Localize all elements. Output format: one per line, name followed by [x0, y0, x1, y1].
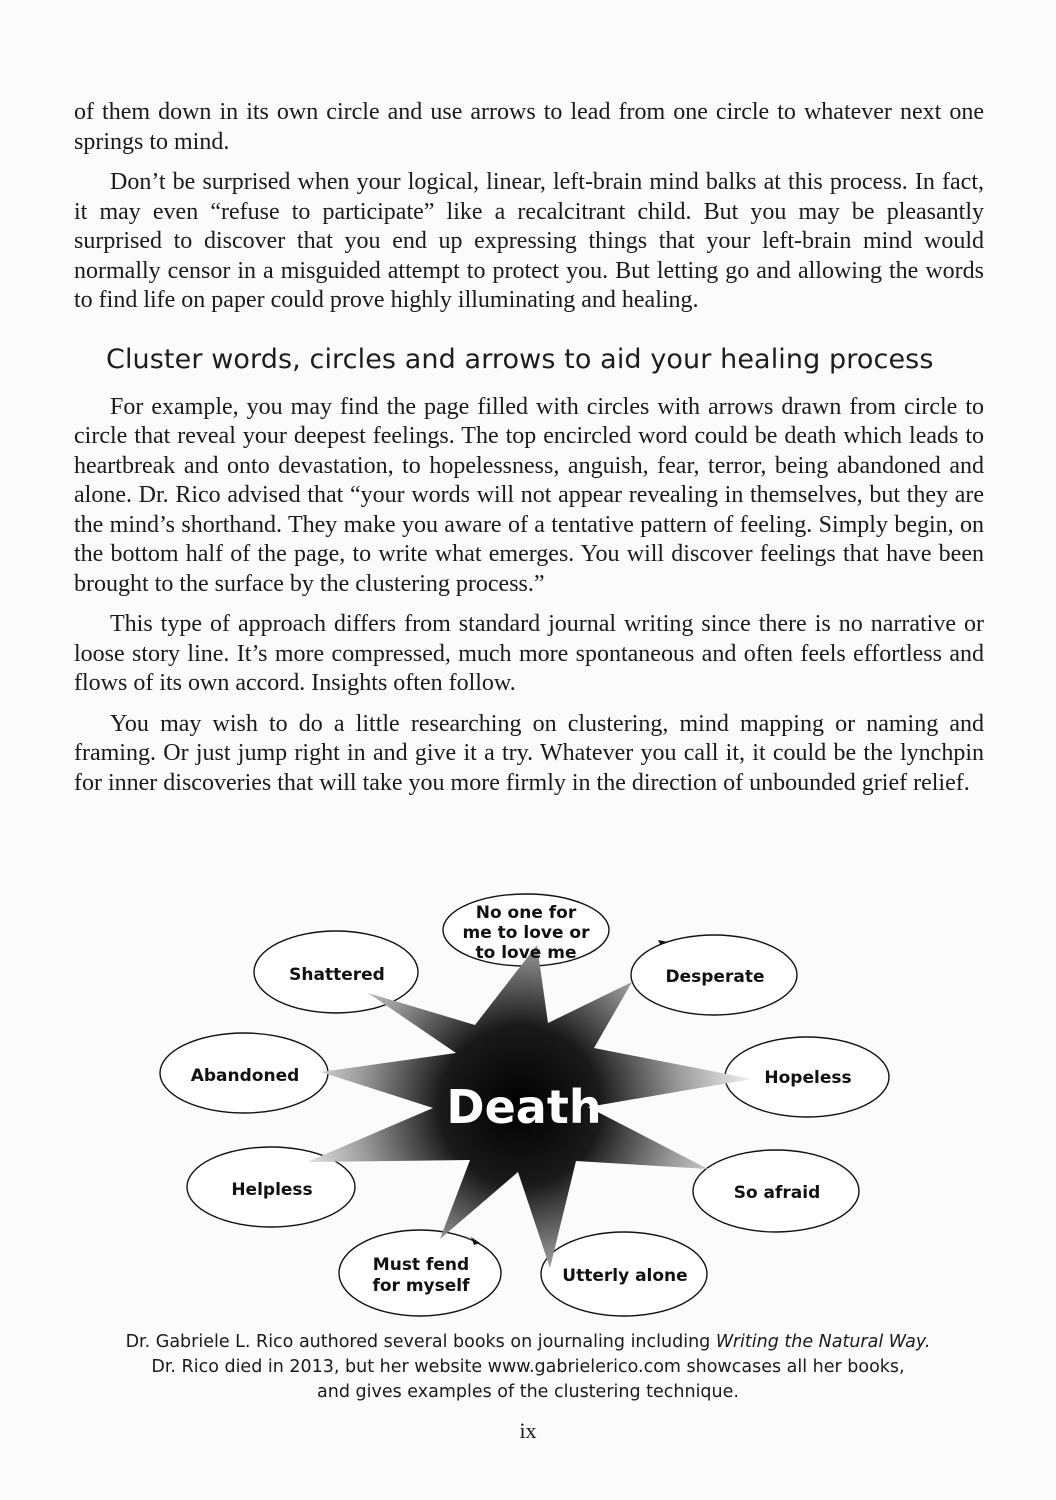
page-number: ix — [519, 1418, 537, 1443]
caption-line-2: Dr. Rico died in 2013, but her website www.gabrielerico.com showcases all her books, — [151, 1357, 905, 1377]
caption-line-1-text: Dr. Gabriele L. Rico authored several books on journaling including — [125, 1332, 716, 1352]
node-so-afraid-label: So afraid — [733, 1183, 821, 1203]
figure-caption — [0, 1330, 1056, 1405]
node-helpless-label: Helpless — [231, 1180, 313, 1200]
node-shattered-label: Shattered — [289, 965, 385, 985]
caption-book-title: Writing the Natural Way. — [715, 1332, 931, 1352]
paragraph-left-brain: Don’t be surprised when your logical, linear, left-brain mind balks at this process. In fact, it may even “refuse to participate” like a recalcitrant child. But you may be pleasantly surprised to discover that you end up expressing things that your left-brain mind would normally censor in a misguided attempt to protect you. But letting go and allowing the words to find life on paper could prove highly illuminating and healing. — [74, 169, 984, 313]
caption-line-3: and gives examples of the clustering technique. — [317, 1382, 739, 1402]
paragraph-approach: This type of approach differs from standard journal writing since there is no narrative or loose story line. It’s more compressed, much more spontaneous and often feels effortless and flows of its own accord. Insights often follow. — [74, 611, 984, 696]
node-hopeless-label: Hopeless — [764, 1068, 852, 1088]
node-top-line3: to love me — [475, 943, 577, 963]
node-top-line2: me to love or — [462, 923, 590, 943]
paragraph-example: For example, you may find the page filled with circles with arrows drawn from circle to circle that reveal your deepest feelings. The top encircled word could be death which leads to heartbreak and onto devastation, to hopelessness, anguish, fear, terror, being abandoned and alone. Dr. Rico advised that “your words will not appear revealing in themselves, but they are the mind’s shorthand. They make you aware of a tentative pattern of feeling. Simply begin, on the bottom half of the page, to write what emerges. You will discover feelings that have been brought to the surface by the clustering process.” — [74, 393, 984, 597]
node-utterly-alone-label: Utterly alone — [562, 1266, 688, 1286]
node-desperate-label: Desperate — [665, 967, 765, 987]
node-abandoned-label: Abandoned — [190, 1066, 300, 1086]
center-word: Death — [446, 1080, 602, 1134]
paragraph-research: You may wish to do a little researching on clustering, mind mapping or naming and framing. Or just jump right in and give it a try. Whatever you call it, it could be the lynchpin for inner discoveries that will take you more firmly in the direction of unbounded grief relief. — [74, 710, 984, 796]
section-heading: Cluster words, circles and arrows to aid your healing process — [106, 343, 934, 375]
page-text — [74, 98, 984, 798]
caption-line-1 — [0, 1330, 1056, 1355]
cluster-diagram — [0, 893, 1056, 1333]
node-must-fend-line2: for myself — [372, 1276, 470, 1296]
paragraph-continued: of them down in its own circle and use arrows to lead from one circle to whatever next one springs to mind. — [74, 99, 984, 155]
node-must-fend-line1: Must fend — [372, 1255, 470, 1275]
node-top-line1: No one for — [475, 903, 577, 923]
